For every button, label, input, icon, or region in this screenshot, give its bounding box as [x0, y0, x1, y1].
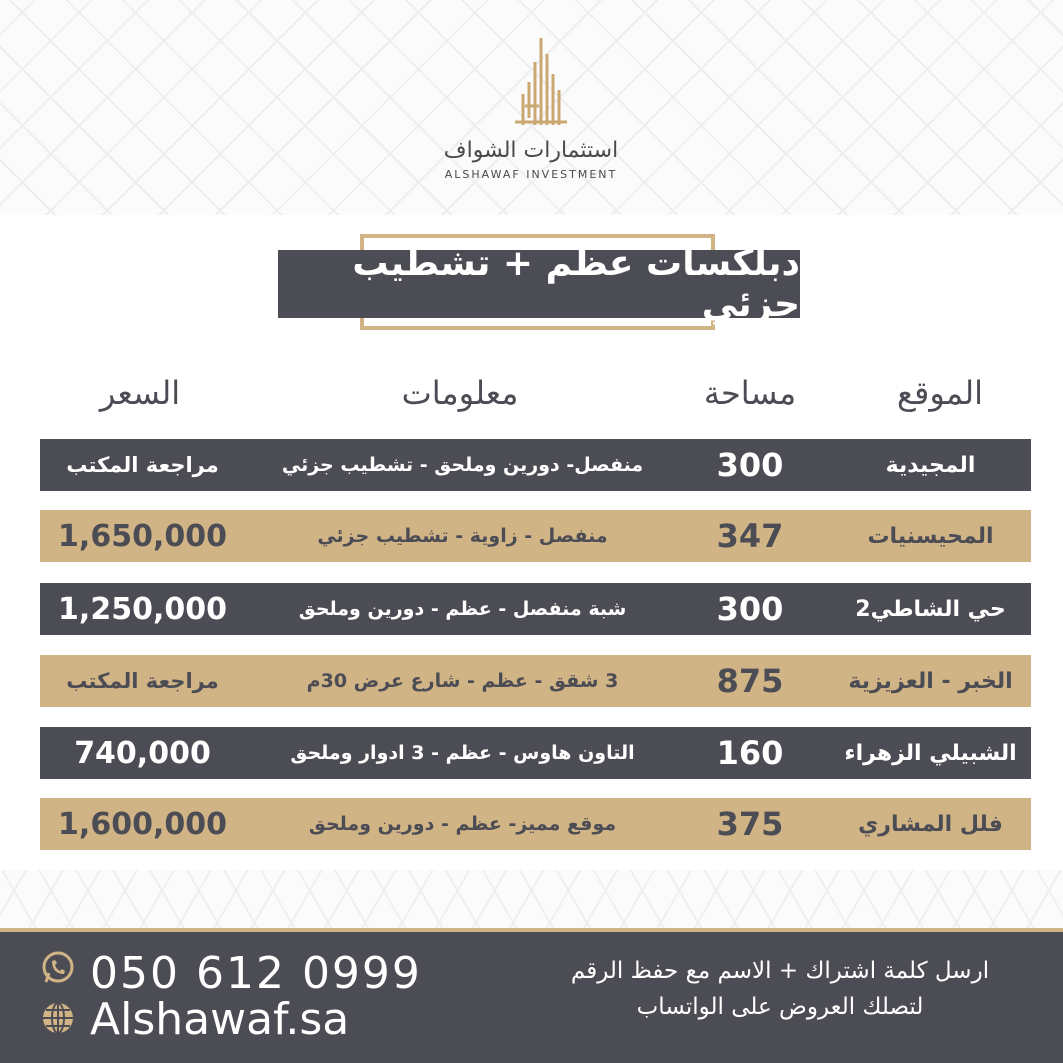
row-area: 347	[716, 517, 784, 555]
table-row	[40, 510, 1031, 562]
brand-name-english: ALSHAWAF INVESTMENT	[444, 168, 618, 181]
row-info: منفصل- دورين وملحق - تشطيب جزئي	[281, 454, 644, 476]
subscribe-message-line1: ارسل كلمة اشتراك + الاسم مع حفظ الرقم	[570, 958, 990, 984]
row-location: المجيدية	[885, 452, 976, 478]
row-area: 300	[716, 590, 784, 628]
brand-logo	[431, 30, 631, 190]
row-location: فلل المشاري	[858, 811, 1003, 837]
row-price: 740,000	[74, 735, 211, 771]
footer-pattern	[0, 870, 1063, 928]
row-area: 300	[716, 446, 784, 484]
phone-number[interactable]: 050 612 0999	[90, 948, 422, 999]
row-location: الشبيلي الزهراء	[844, 740, 1017, 766]
row-price: مراجعة المكتب	[66, 453, 219, 477]
table-row	[40, 439, 1031, 491]
row-location: الخبر - العزيزية	[848, 668, 1013, 694]
header-location: الموقع	[897, 374, 983, 412]
tower-logo-icon	[431, 30, 631, 138]
header-price: السعر	[99, 374, 181, 412]
row-price: 1,600,000	[58, 806, 227, 842]
globe-icon	[40, 1000, 76, 1036]
table-row	[40, 583, 1031, 635]
table-row	[40, 798, 1031, 850]
row-location: حي الشاطي2	[855, 596, 1006, 622]
row-info: شبة منفصل - عظم - دورين وملحق	[298, 598, 627, 620]
row-area: 875	[716, 662, 784, 700]
row-area: 375	[716, 805, 784, 843]
footer	[0, 928, 1063, 1063]
website-link[interactable]: Alshawaf.sa	[90, 994, 350, 1045]
row-price: مراجعة المكتب	[66, 669, 219, 693]
row-info: التاون هاوس - عظم - 3 ادوار وملحق	[290, 742, 635, 764]
row-area: 160	[716, 734, 784, 772]
header-info: معلومات	[401, 374, 519, 412]
brand-name-arabic: استثمارات الشواف	[443, 138, 619, 163]
table-row	[40, 655, 1031, 707]
whatsapp-icon	[40, 950, 76, 986]
subscribe-message-line2: لتصلك العروض على الواتساب	[636, 994, 924, 1020]
table-row	[40, 727, 1031, 779]
row-price: 1,650,000	[58, 518, 227, 554]
row-location: المحيسنيات	[867, 523, 994, 549]
row-price: 1,250,000	[58, 591, 227, 627]
row-info: 3 شقق - عظم - شارع عرض 30م	[306, 670, 619, 692]
row-info: منفصل - زاوية - تشطيب جزئي	[317, 525, 608, 547]
row-info: موقع مميز- عظم - دورين وملحق	[308, 813, 617, 835]
header-area: مساحة	[703, 374, 797, 412]
page-title: دبلكسات عظم + تشطيب جزئي	[278, 250, 800, 318]
